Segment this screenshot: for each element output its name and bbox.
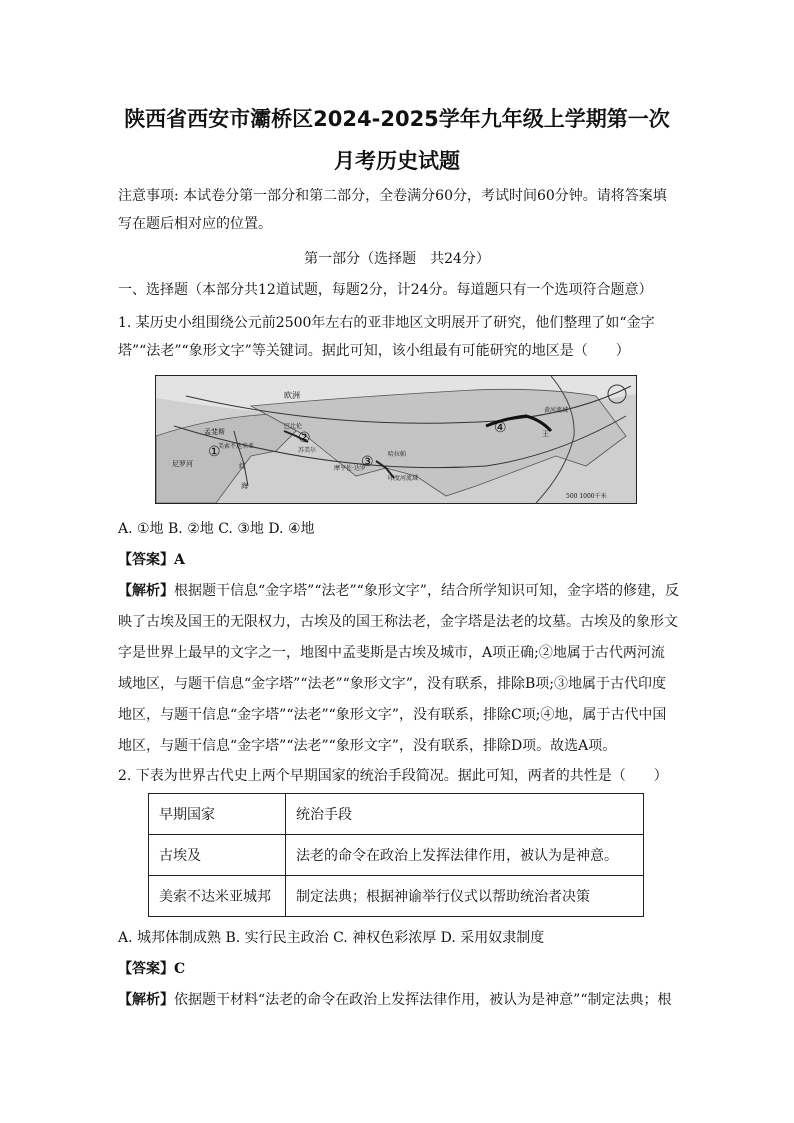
map-label: 黄河流域: [544, 407, 569, 414]
notice-line1: 注意事项: 本试卷分第一部分和第二部分，全卷满分60分，考试时间60分钟。请将答案填: [118, 188, 667, 204]
q2-answer: 【答案】C: [118, 961, 186, 977]
map-label: 海: [241, 482, 248, 490]
section-heading: 一、选择题（本部分共12道试题，每题2分，计24分。每道题只有一个选项符合题意）: [118, 282, 653, 298]
q1-stem-line2: 塔”“法老”“象形文字”等关键词。据此可知，该小组最有可能研究的地区是（ ）: [118, 343, 630, 359]
q1-options: A. ①地 B. ②地 C. ③地 D. ④地: [118, 521, 315, 537]
analysis-label: 【解析】: [118, 583, 174, 599]
table-cell: 制定法典；根据神谕举行仪式以帮助统治者决策: [286, 876, 644, 917]
map-graphic: [156, 376, 636, 503]
map-scale: 500 1000千米: [566, 493, 607, 500]
table-row: [149, 876, 644, 917]
q2-table: [148, 793, 644, 917]
map-label: 孟斐斯: [204, 428, 225, 436]
notice-line2: 写在题后相对应的位置。: [118, 216, 272, 232]
map-marker-1: ①: [208, 444, 221, 460]
map-marker-4: ④: [494, 420, 507, 436]
q1-analysis-line3: 字是世界上最早的文字之一，地图中孟斐斯是古埃及城市，A项正确;②地属于古代两河流: [118, 645, 665, 661]
map-label: 摩亨佐·达罗: [334, 465, 366, 472]
q2-options: A. 城邦体制成熟 B. 实行民主政治 C. 神权色彩浓厚 D. 采用奴隶制度: [118, 930, 545, 946]
q1-stem-line1: 1. 某历史小组围绕公元前2500年左右的亚非地区文明展开了研究，他们整理了如“金字: [118, 315, 655, 331]
part1-heading: 第一部分（选择题 共24分）: [304, 251, 490, 267]
map-label: 美索不达米亚: [218, 443, 255, 450]
map-marker-3: ③: [361, 454, 374, 470]
table-cell: 法老的命令在政治上发挥法律作用，被认为是神意。: [286, 835, 644, 876]
q1-answer: 【答案】A: [118, 552, 185, 568]
q2-analysis-line1: 【解析】依据题干材料“法老的命令在政治上发挥法律作用，被认为是神意”“制定法典；根: [118, 992, 672, 1008]
table-row: [149, 794, 644, 835]
map-marker-2: ②: [298, 430, 311, 446]
q1-analysis-line2: 映了古埃及国王的无限权力，古埃及的国王称法老，金字塔是法老的坟墓。古埃及的象形文: [118, 614, 678, 630]
q1-analysis-line5: 地区，与题干信息“金字塔”“法老”“象形文字”，没有联系，排除C项;④地，属于古代中国: [118, 707, 667, 723]
table-row: [149, 835, 644, 876]
table-header-means: 统治手段: [286, 794, 644, 835]
q1-analysis-line1: 【解析】根据题干信息“金字塔”“法老”“象形文字”，结合所学知识可知，金字塔的修建，反: [118, 583, 679, 599]
map-label: 红: [239, 462, 246, 470]
map-label: 巴比伦: [284, 423, 303, 430]
exam-title-line2: 月考历史试题: [334, 149, 460, 173]
table-cell: 古埃及: [149, 835, 286, 876]
ancient-civilizations-map: [155, 375, 637, 504]
q1-analysis-line4: 域地区，与题干信息“金字塔”“法老”“象形文字”，没有联系，排除B项;③地属于古代印度: [118, 676, 666, 692]
map-label: 印度河流域: [388, 475, 419, 482]
map-label: 尼罗河: [172, 460, 193, 468]
analysis-label: 【解析】: [118, 992, 174, 1008]
map-label: 哈拉帕: [388, 451, 407, 458]
map-label: 王: [542, 430, 549, 438]
exam-title-line1: 陕西省西安市灞桥区2024-2025学年九年级上学期第一次: [124, 107, 670, 131]
table-cell: 美索不达米亚城邦: [149, 876, 286, 917]
map-label: 苏美尔: [298, 447, 317, 454]
q1-analysis-line6: 地区，与题干信息“金字塔”“法老”“象形文字”，没有联系，排除D项。故选A项。: [118, 738, 617, 754]
table-header-country: 早期国家: [149, 794, 286, 835]
map-label: 欧洲: [284, 391, 300, 400]
q2-stem: 2. 下表为世界古代史上两个早期国家的统治手段简况。据此可知，两者的共性是（ ）: [118, 768, 668, 784]
